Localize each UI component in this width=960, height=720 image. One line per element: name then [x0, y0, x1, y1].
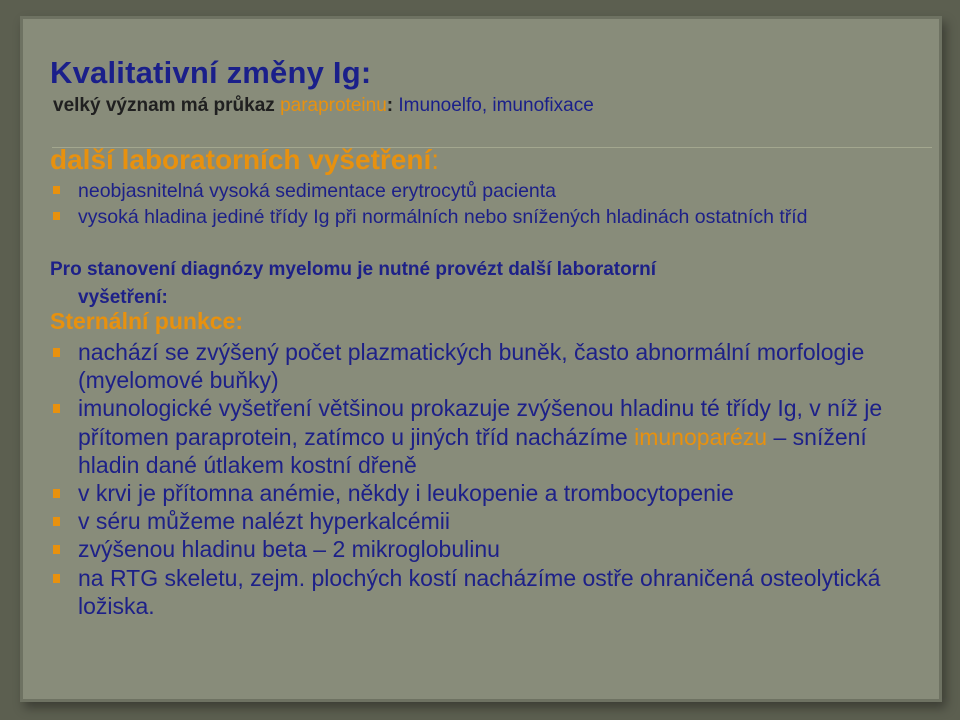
square-bullet-icon	[53, 212, 60, 220]
section-heading-colon: :	[431, 144, 440, 175]
list-item	[50, 338, 930, 394]
list-item-text: zvýšenou hladinu beta – 2 mikroglobulinu	[78, 536, 500, 563]
square-bullet-icon	[53, 517, 60, 526]
list-item-text: na RTG skeletu, zejm. plochých kostí nacházíme ostře ohraničená osteolytická ložiska.	[78, 564, 881, 619]
list-item	[50, 178, 808, 204]
square-bullet-icon	[53, 186, 60, 194]
section-heading	[50, 144, 439, 176]
square-bullet-icon	[53, 489, 60, 498]
lab-findings-list	[50, 178, 808, 230]
subtitle-methods: Imunoelfo, imunofixace	[398, 95, 594, 116]
square-bullet-icon	[53, 404, 60, 413]
list-item-text: nachází se zvýšený počet plazmatických buněk, často abnormální morfologie (myelomové buňky)	[78, 339, 865, 394]
list-item	[50, 479, 930, 507]
slide-title: Kvalitativní změny Ig:	[50, 55, 372, 90]
list-item	[50, 204, 808, 230]
subtitle	[53, 95, 594, 117]
list-item-text-before: imunologické vyšetření většinou prokazuje zvýšenou hladinu té třídy Ig, v níž je přítomen paraprotein, zatímco u jiných tříd nacházíme	[78, 395, 883, 450]
immunoparesis-highlight: imunoparézu	[634, 423, 768, 450]
diagnosis-line-1: Pro stanovení diagnózy myelomu je nutné provézt další laboratorní	[50, 259, 656, 280]
square-bullet-icon	[53, 574, 60, 583]
diagnosis-paragraph	[50, 256, 910, 312]
diagnosis-line-2: vyšetření:	[78, 287, 168, 308]
list-item	[50, 535, 930, 563]
sternal-findings-list	[50, 338, 930, 620]
subtitle-colon: :	[386, 95, 399, 116]
list-item	[50, 394, 930, 479]
subtitle-highlight: paraproteinu	[280, 95, 387, 116]
square-bullet-icon	[53, 348, 60, 357]
list-item-text: v krvi je přítomna anémie, někdy i leukopenie a trombocytopenie	[78, 480, 734, 507]
sternal-heading: Sternální punkce:	[50, 308, 243, 334]
section-heading-text: další laboratorních vyšetření	[50, 144, 432, 175]
list-item	[50, 564, 930, 620]
list-item-text: v séru můžeme nalézt hyperkalcémii	[78, 508, 450, 535]
list-item	[50, 507, 930, 535]
subtitle-lead: velký význam má průkaz	[53, 95, 281, 116]
list-item-text: vysoká hladina jediné třídy Ig při normálních nebo snížených hladinách ostatních tříd	[78, 206, 808, 228]
list-item-text-after: – snížení hladin dané útlakem kostní dřeně	[78, 423, 867, 478]
square-bullet-icon	[53, 545, 60, 554]
list-item-text: neobjasnitelná vysoká sedimentace erytrocytů pacienta	[78, 180, 557, 202]
